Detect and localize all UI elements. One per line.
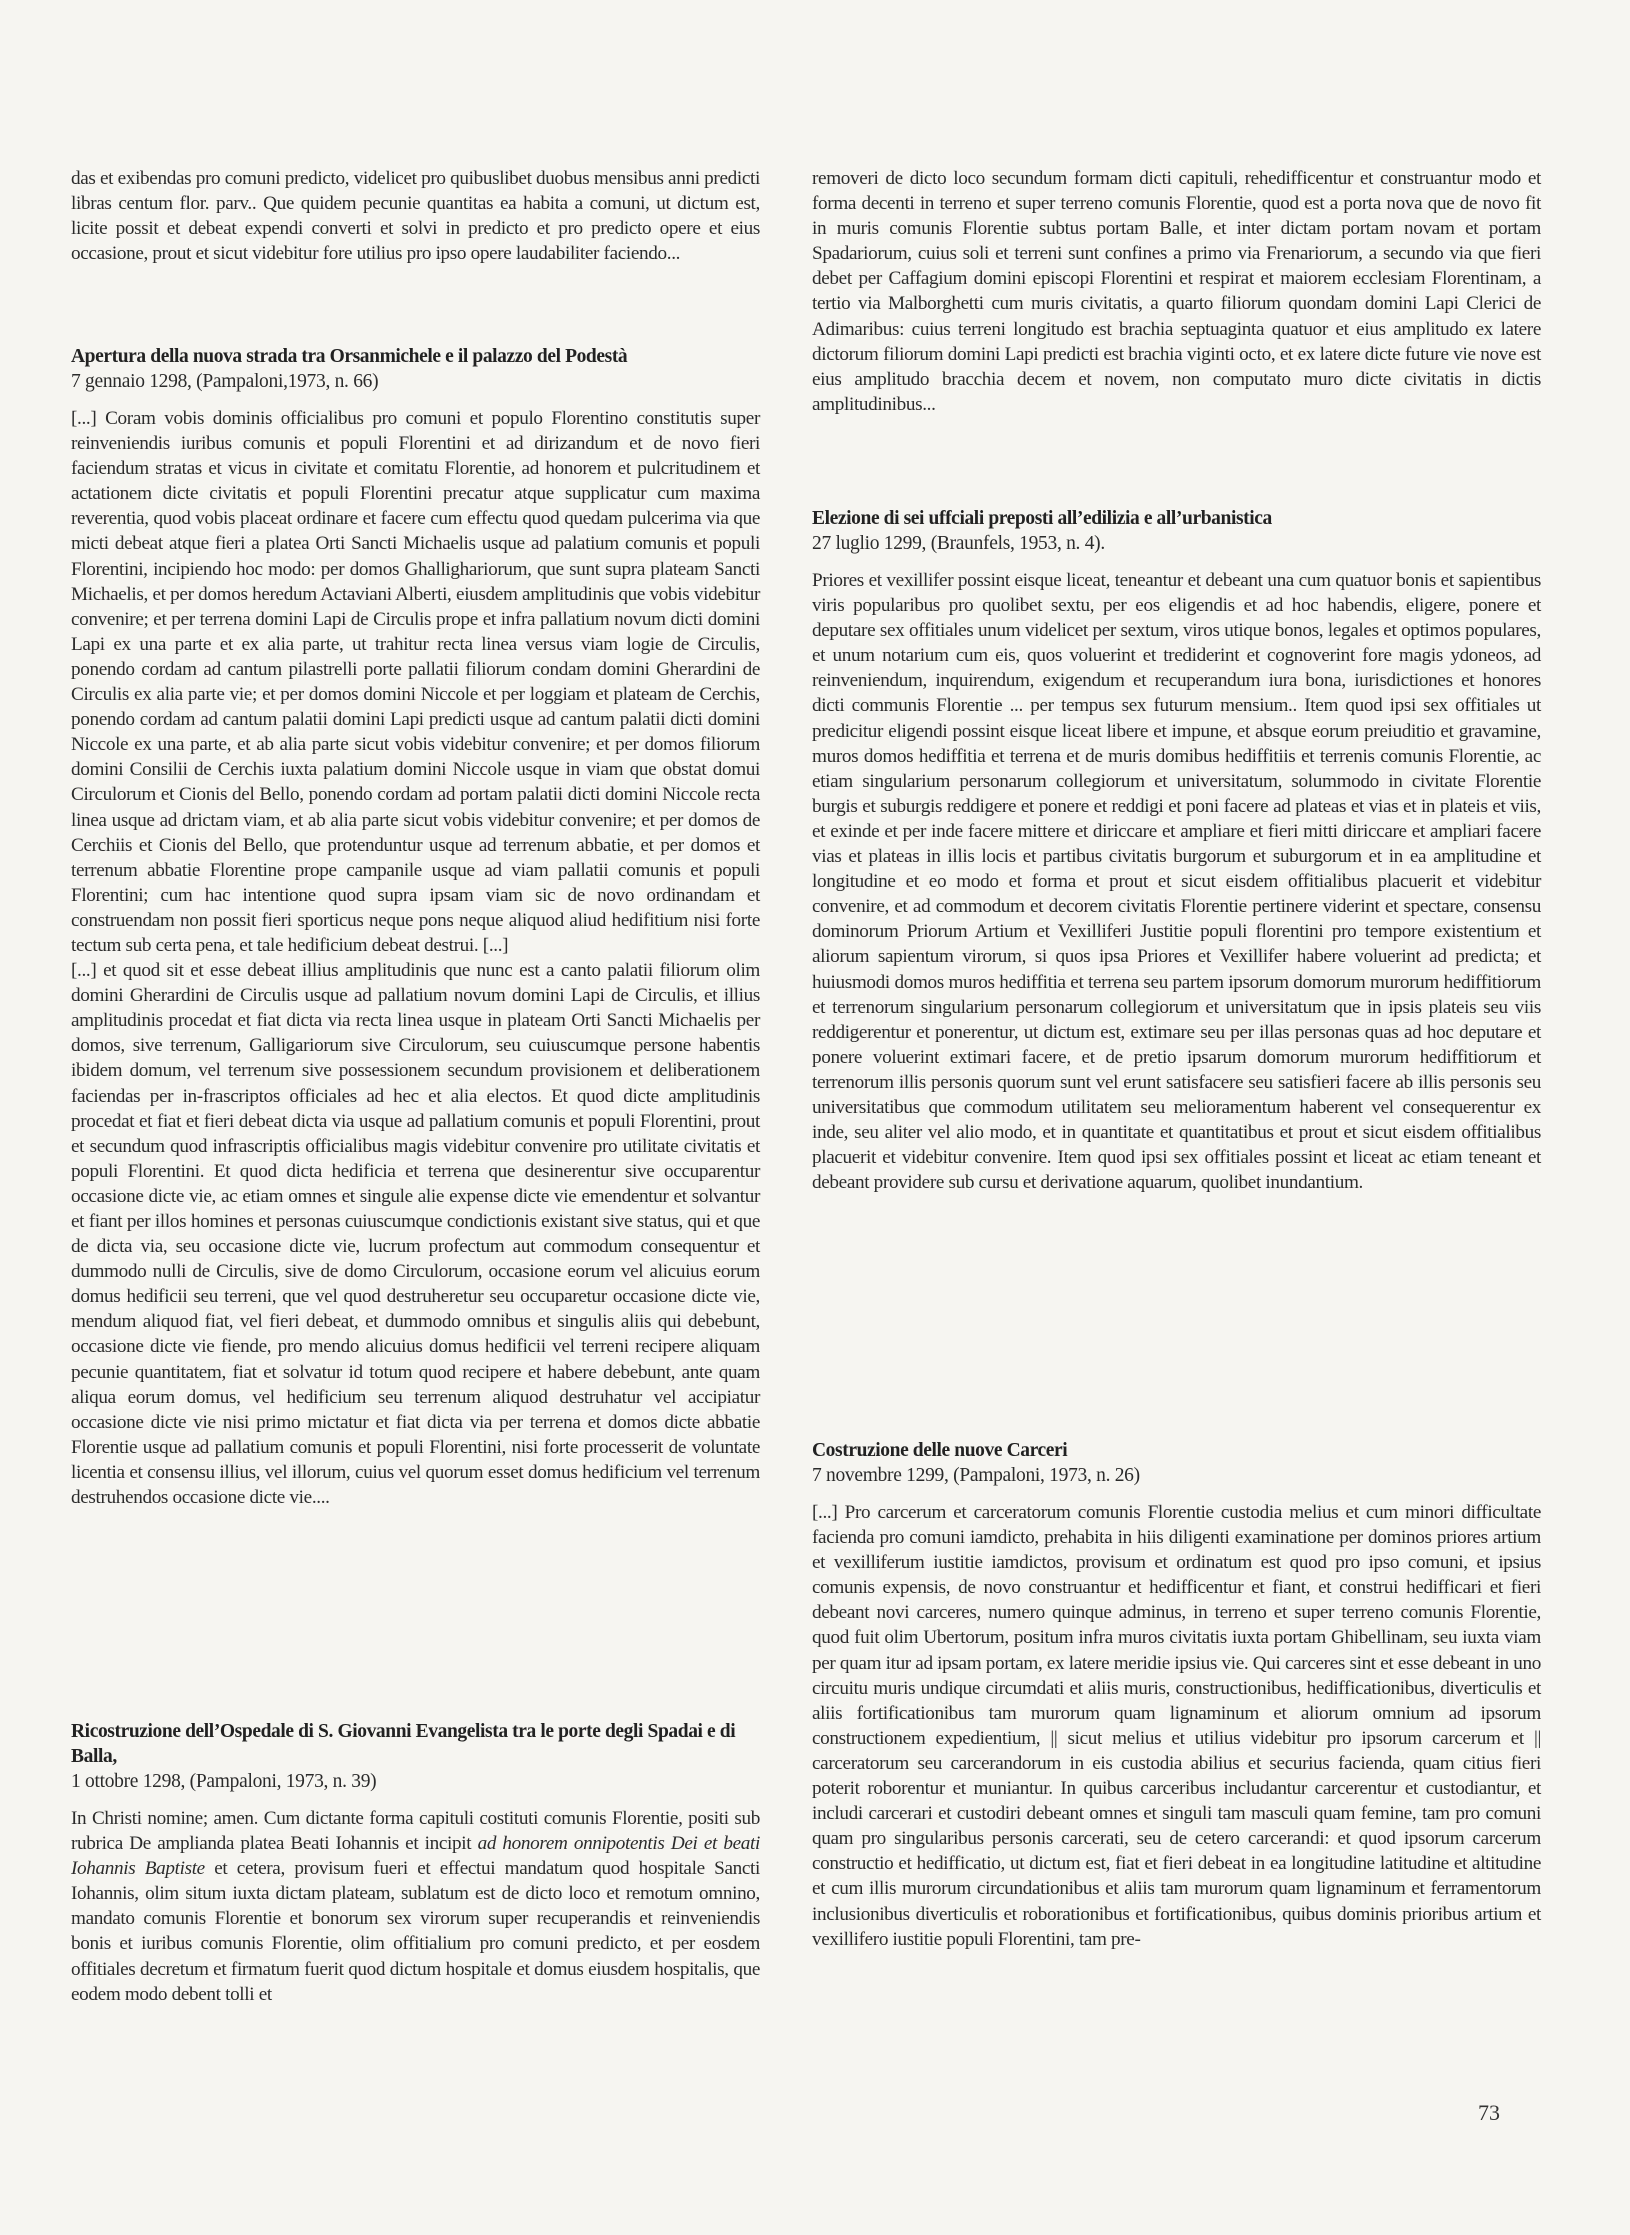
right-column: [812, 166, 1541, 2066]
left-column: [71, 166, 760, 2066]
paragraph: das et exibendas pro comuni predicto, videlicet pro quibuslibet duobus mensibus anni predicti libras centum flor. parv.. Que quidem pecunie quantitas ea habita a comuni, ut dictum est, licite possit et debeat expendi converti et solvi in predicto et pro predicto opere et eius occasione, prout et sicut videbitur fore utilius pro ipso opere laudabiliter faciendo...: [71, 168, 760, 265]
paragraph: [...] Pro carcerum et carceratorum comunis Florentie custodia melius et cum minori difficultate facienda pro comuni iamdicto, prehabita in hiis diligenti examinatione per dominos priores artium et vexilliferum iustitie iamdictos, provisum et ordinatum est quod pro ipso comuni, et ipsius comunis expensis, de novo construantur et hedifficentur et fiant, et construi hedifficari et fieri debeant novi carceres, numero quinque adminus, in terreno et super terreno comunis Florentie, quod fuit olim Ubertorum, positum infra muros civitatis iuxta portam Ghibellinam, seu iuxta viam per quam itur ad ipsam portam, ex latere meridie ipsius vie. Qui carceres sint et esse debeant in uno circuitu muris undique circumdati et aliis muris, constructionibus, hedifficationibus, diverticulis et aliis fortificationibus tam murorum quam lignaminum et aliorum omnium ad ipsorum constructionem expedientium, || sicut melius et utilius videbitur pro ipsorum carcerum et || carceratorum seu carcerandorum in eis custodia abilius et securius facienda, quam citius fieri poterit roborentur et muniantur. In quibus carceribus includantur carcerentur et custodiantur, et includi carcerari et custodiri debeant omnes et singuli tam masculi quam femine, tam pro comuni quam pro singularibus personis carcerati, seu de cetero carcerandi: et quod ipsorum carcerum constructio et hedifficatio, ut dictum est, fiat et fieri debeat in ea longitudine latitudine et altitudine et cum illis murorum circundationibus et aliis tam murorum quam lignaminum et ferramentorum inclusionibus diverticulis et roborationibus et fortificationibus, quibus dominis prioribus artium et vexillifero iustitie populi Florentini, tam pre-: [812, 1502, 1541, 1950]
section-date: 7 gennaio 1298, (Pampaloni,1973, n. 66): [71, 371, 379, 392]
section-date: 1 ottobre 1298, (Pampaloni, 1973, n. 39): [71, 1771, 377, 1792]
paragraph: Priores et vexillifer possint eisque liceat, teneantur et debeant una cum quatuor bonis et sapientibus viris popularibus pro quolibet sextu, per eos eligendis et ad hoc habendis, eligere, ponere et deputare sex offitiales unum videlicet per sextum, viros utique bonos, legales et optimos populares, et unum notarium cum eis, quos voluerint et trediderint et cognoverint fore magis ydoneos, ad reinveniendum, inquirendum, exigendum et recuperandum iura bona, iurisdictiones et honores dicti communis Florentie ... per tempus sex futurum mensium.. Item quod ipsi sex offitiales ut predicitur eligendi possint eisque liceat libere et impune, et absque eorum preiuditio et gravamine, muros domos hediffitia et terrena et de muris domibus hediffitiis et terrenis comunis Florentie, ac etiam singularium personarum collegiorum et universitatum, solummodo in civitate Florentie burgis et suburgis reddigere et ponere et reddigi et poni facere ad plateas et vias et in plateis et viis, et exinde et per inde facere mittere et diriccare et ampliare et fieri mitti diriccare et ampliari facere vias et plateas in illis locis et partibus civitatis burgorum et suburgorum et in ea amplitudine et longitudine et eo modo et forma et prout et sicut eisdem offitialibus placuerit et videbitur convenire, et ad commodum et decorem civitatis Florentie pertinere viderint et spectare, consensu dominorum Priorum Artium et Vexilliferi Justitie populi florentini pro tempore existentium et aliorum sapientum virorum, si quos ipsa Priores et Vexillifer habere voluerint ad predicta; et huiusmodi domos muros hediffitia et terrena seu partem ipsorum domorum murorum hediffitiorum et terrenorum singularium personarum collegiorum et universitatum que in ipsis plateis seu viis reddigerentur et ponerentur, ut dictum est, extimare seu per illas personas quas ad hoc deputare et ponere voluerint extimari facere, et de pretio ipsarum domorum murorum hediffitiorum et terrenorum illis personis quorum sunt vel erunt satisfacere seu satisfieri facere ab illis personis seu universitatibus que commodum utilitatem seu melioramentum haberent vel consequerentur ex inde, seu aliter vel alio modo, et in quantitate et quantitatibus et prout et sicut eisdem offitialibus placuerit et videbitur convenire. Item quod ipsi sex offitiales possint et liceat ac etiam teneant et debeant providere sub cursu et derivatione aquarum, quolibet inundantium.: [812, 570, 1541, 1194]
section-heading: Apertura della nuova strada tra Orsanmichele e il palazzo del Podestà: [71, 346, 628, 367]
intro-paragraph-left: [71, 166, 760, 266]
section-date: 7 novembre 1299, (Pampaloni, 1973, n. 26): [812, 1465, 1140, 1486]
section-carceri: [812, 1438, 1541, 1952]
page-number: 73: [1478, 2100, 1500, 2125]
paragraph: [...] Coram vobis dominis officialibus pro comuni et populo Florentino constitutis super reinveniendis iuribus comunis et populi Florentini et ad dirizandum et de novo fieri faciendum stratas et vicus in civitate et comitatu Florentie, ad honorem et pulcritudinem et actationem dicte civitatis et populi Florentini precatur atque supplicatur cum maxima reverentia, quod vobis placeat ordinare et facere cum effectu quod quedam pulcerima via que micti debeat atque fieri a platea Orti Sancti Michaelis usque ad palatium comunis et populi Florentini, incipiendo hoc modo: per domos Ghallighariorum, que sunt supra plateam Sancti Michaelis, et per domos heredum Actaviani Alberti, eiusdem amplitudinis que vobis videbitur convenire; et per terrena domini Lapi de Circulis prope et infra pallatium novum dicti domini Lapi ex una parte et ex alia parte, ut trahitur recta linea versus viam logie de Circulis, ponendo cordam ad cantum pilastrelli porte pallatii filiorum condam domini Gherardini de Circulis ex alia parte vie; et per domos domini Niccole et per loggiam et plateam de Cerchis, ponendo cordam ad cantum palatii domini Lapi predicti usque ad cantum palatii dicti domini Niccole ex una parte, et ab alia parte sicut vobis videbitur convenire; et per domos filiorum domini Consilii de Cerchis iuxta palatium domini Niccole usque in viam que obstat domui Circulorum et Cionis del Bello, ponendo cordam ad portam palatii dicti domini Niccole recta linea usque ad drictam viam, et ab alia parte sicut vobis videbitur convenire; et per domos de Cerchiis et Cionis del Bello, que protenduntur usque ad terrenum abbatie, et per domos et terrenum abbatie Florentine prope campanile usque ad viam pallatii comunis et populi Florentini; cum hac intentione quod supra ipsam viam sic de novo ordinandam et construendam non possit fieri sporticus neque pons neque aliquod aliud hedifitium nisi forte tectum sub certa pena, et tale hedificium debeat destrui. [...]: [71, 408, 760, 956]
section-heading: Costruzione delle nuove Carceri: [812, 1440, 1068, 1461]
section-orsanmichele: [71, 344, 760, 1510]
section-date: 27 luglio 1299, (Braunfels, 1953, n. 4).: [812, 533, 1105, 554]
section-ospedale: [71, 1719, 760, 2007]
text: In Christi nomine; amen. Cum dictante forma capituli costituti comunis Florentie, positi sub rubrica De amplianda platea Beati Iohannis et incipit: [71, 1808, 760, 1855]
section-heading: Ricostruzione dell’Ospedale di S. Giovanni Evangelista tra le porte degli Spadai e di Balla,: [71, 1721, 736, 1767]
section-heading: Elezione di sei uffciali preposti all’edilizia e all’urbanistica: [812, 508, 1272, 529]
intro-paragraph-right: [812, 166, 1541, 417]
paragraph: removeri de dicto loco secundum formam dicti capituli, rehedifficentur et construantur modo et forma decenti in terreno et super terreno comunis Florentie, quod est a porta nova que de novo fit in muris comunis Florentie subtus portam Balle, et inter dictam portam novam et portam Spadariorum, cuius soli et terreni sunt confines a primo via Frenariorum, a secundo via que fieri debet per Caffagium domini episcopi Florentini et respirat et maiorem ecclesiam Florentinam, a tertio via Malborghetti cum muris civitatis, a quarto filiorum quondam domini Lapi Clerici de Adimaribus: cuius terreni longitudo est brachia septuaginta quatuor et eius amplitudo ex latere dictorum filiorum domini Lapi predicti est brachia viginti octo, et ex latere dicte future vie nove est eius amplitudo bracchia decem et novem, non computato muro dicte civitatis in dictis amplitudinibus...: [812, 168, 1541, 415]
paragraph: [...] et quod sit et esse debeat illius amplitudinis que nunc est a canto palatii filiorum olim domini Gherardini de Circulis usque ad pallatium novum domini Lapi de Circulis, et illius amplitudinis procedat et fiat dicta via recta linea usque in plateam Orti Sancti Michaelis per domos, sive terrenum, Galligariorum sive Circulorum, seu cuiuscumque persone habentis ibidem domum, vel terrenum sive possessionem secundum provisionem et deliberationem faciendas per in-frascriptos officiales ad hec et alia electos. Et quod dicte amplitudinis procedat et fiat et fieri debeat dicta via usque ad pallatium comunis et populi Florentini, prout et secundum quod infrascriptis officialibus magis videbitur convenire pro utilitate civitatis et populi Florentini. Et quod dicta hedificia et terrena que desinerentur sive occuparentur occasione dicte vie, ac etiam omnes et singule alie expense dicte vie emendentur et solvantur et fiant per illos homines et personas cuiuscumque condictionis existant sive status, qui et que de dicta via, seu occasione dicte vie, lucrum profectum aut commodum consequentur et dummodo nulli de Circulis, sive de domo Circulorum, occasione eorum vel alicuius eorum domus hedificii seu terreni, que vel quod destruheretur seu occuparetur occasione dicte vie, mendum aliquod fiat, vel fieri debeat, et dummodo omnibus et singulis aliis qui debebunt, occasione dicte vie fiende, pro mendo alicuius domus hedificii vel terreni recipere aliquam pecunie quantitatem, fiat et solvatur id totum quod recipere et habere debebunt, ante quam aliqua eorum domus, vel hedificium seu terrenum aliquod destruhatur vel accipiatur occasione dicte vie nisi primo mictatur et fiat dicta via per terrena et domos dicte abbatie Florentie usque ad pallatium comunis et populi Florentini, nisi forte processerit de voluntate licentia et consensu illius, vel illorum, cuius vel quorum esset domus hedificium vel terrenum destruhendos occasione dicte vie....: [71, 960, 760, 1509]
text: et cetera, provisum fueri et effectui mandatum quod hospitale Sancti Iohannis, olim situm iuxta dictam plateam, sublatum est de dicto loco et remotum omnino, mandato comunis Florentie et bonorum sex virorum super recuperandis et reinveniendis bonis et iuribus comunis Florentie, olim offitialium pro comuni predicto, et per eosdem offitiales decretum et firmatum fuerit quod dictum hospitale et domus eiusdem hospitalis, que eodem modo debent tolli et: [71, 1858, 760, 2005]
section-elezione: [812, 506, 1541, 1195]
paragraph: [71, 1806, 760, 2007]
italic-text: ad honorem onnipotentis Dei et beati Iohannis Baptiste: [71, 1833, 760, 1880]
